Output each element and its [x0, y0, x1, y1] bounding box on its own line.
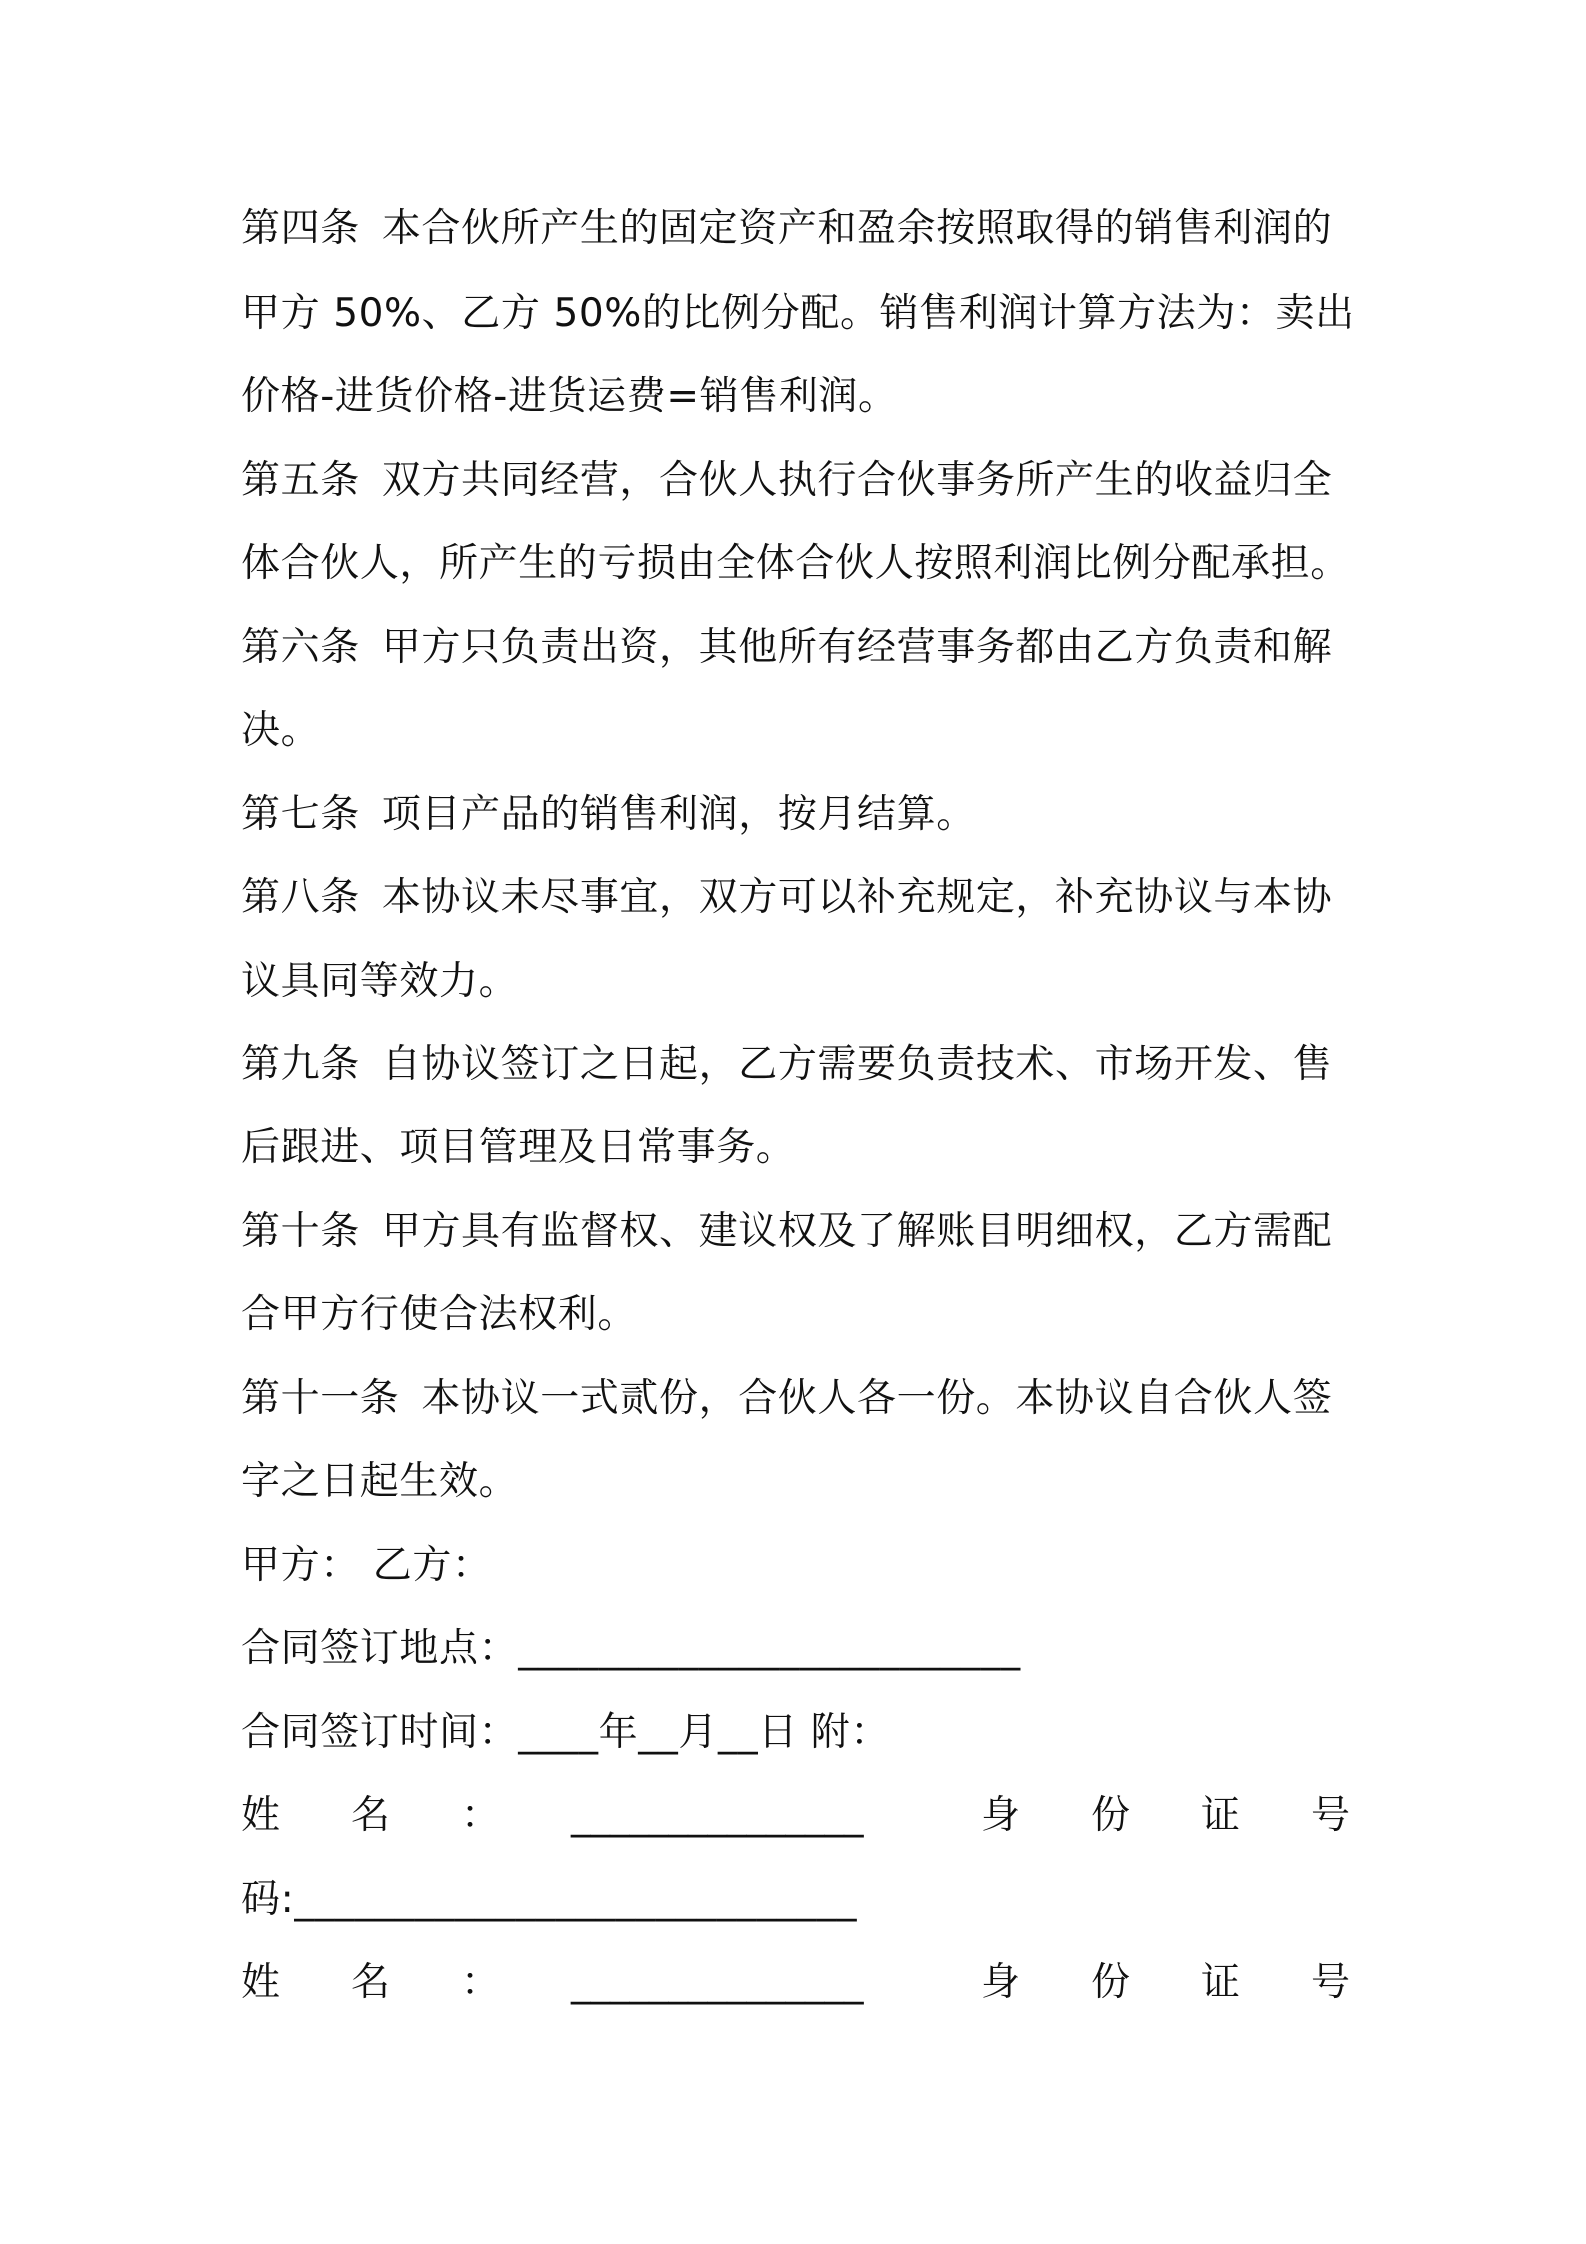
article-6-number: 第六条 — [241, 625, 360, 670]
article-5-number: 第五条 — [241, 458, 360, 503]
article-9-line-1 — [241, 1036, 1361, 1094]
name-label-char-1: 姓 — [241, 1793, 281, 1838]
id-label-char-4: 号 — [1311, 1793, 1351, 1838]
article-6-line-2: 决。 — [241, 708, 321, 753]
article-10-text-1: 甲方具有监督权、建议权及了解账目明细权，乙方需配 — [381, 1209, 1333, 1254]
article-5-line-2: 体合伙人，所产生的亏损由全体合伙人按照利润比例分配承担。 — [241, 541, 1350, 586]
name-colon: ： — [461, 1960, 501, 2005]
name-label-char-2: 名 — [351, 1960, 391, 2005]
name-colon: ： — [461, 1793, 501, 1838]
name-label-char-1: 姓 — [241, 1960, 281, 2005]
article-11-line-1 — [241, 1370, 1361, 1428]
signing-time-line: 合同签订时间：____年__月__日 附： — [241, 1710, 890, 1755]
article-10-number: 第十条 — [241, 1209, 360, 1254]
signing-place-line: 合同签订地点：_________________________ — [241, 1626, 1021, 1671]
article-4-line-2: 甲方 50%、乙方 50%的比例分配。销售利润计算方法为：卖出 — [241, 291, 1355, 336]
article-4-line-3: 价格-进货价格-进货运费=销售利润。 — [241, 374, 898, 419]
article-5-text-1: 双方共同经营，合伙人执行合伙事务所产生的收益归全 — [381, 458, 1333, 503]
id-label-char-4: 号 — [1311, 1960, 1351, 2005]
id-label-char-1: 身 — [981, 1960, 1021, 2005]
article-8-text-1: 本协议未尽事宜，双方可以补充规定，补充协议与本协 — [381, 875, 1333, 920]
id-label-char-1: 身 — [981, 1793, 1021, 1838]
article-9-text-1: 自协议签订之日起，乙方需要负责技术、市场开发、售 — [381, 1042, 1333, 1087]
article-10-line-2: 合甲方行使合法权利。 — [241, 1292, 638, 1337]
article-9-number: 第九条 — [241, 1042, 360, 1087]
article-7-text-1: 项目产品的销售利润，按月结算。 — [381, 792, 976, 837]
article-10-line-1 — [241, 1203, 1361, 1261]
parties-line: 甲方： 乙方： — [241, 1543, 492, 1588]
id-label-char-3: 证 — [1201, 1793, 1241, 1838]
id-label-char-3: 证 — [1201, 1960, 1241, 2005]
name-label-char-2: 名 — [351, 1793, 391, 1838]
name-blank: _______________ — [571, 1793, 864, 1838]
id-label-char-2: 份 — [1091, 1960, 1131, 2005]
article-8-number: 第八条 — [241, 875, 360, 920]
article-4-text-1: 本合伙所产生的固定资产和盈余按照取得的销售利润的 — [381, 206, 1333, 251]
article-5-line-1 — [241, 452, 1361, 510]
id-code-line: 码:____________________________ — [241, 1877, 858, 1922]
article-8-line-2: 议具同等效力。 — [241, 959, 519, 1004]
id-label-char-2: 份 — [1091, 1793, 1131, 1838]
article-4-number: 第四条 — [241, 206, 360, 251]
article-9-line-2: 后跟进、项目管理及日常事务。 — [241, 1125, 796, 1170]
name-id-row-1 — [241, 1787, 1353, 1845]
article-6-line-1 — [241, 619, 1361, 677]
article-8-line-1 — [241, 869, 1361, 927]
name-blank: _______________ — [571, 1960, 864, 2005]
article-6-text-1: 甲方只负责出资，其他所有经营事务都由乙方负责和解 — [381, 625, 1333, 670]
name-id-row-2 — [241, 1954, 1353, 2012]
article-11-number: 第十一条 — [241, 1376, 400, 1421]
article-11-text-1: 本协议一式贰份，合伙人各一份。本协议自合伙人签 — [421, 1376, 1333, 1421]
article-4-line-1 — [241, 200, 1361, 258]
article-11-line-2: 字之日起生效。 — [241, 1459, 519, 1504]
article-7-number: 第七条 — [241, 792, 360, 837]
article-7-line-1 — [241, 786, 1361, 844]
